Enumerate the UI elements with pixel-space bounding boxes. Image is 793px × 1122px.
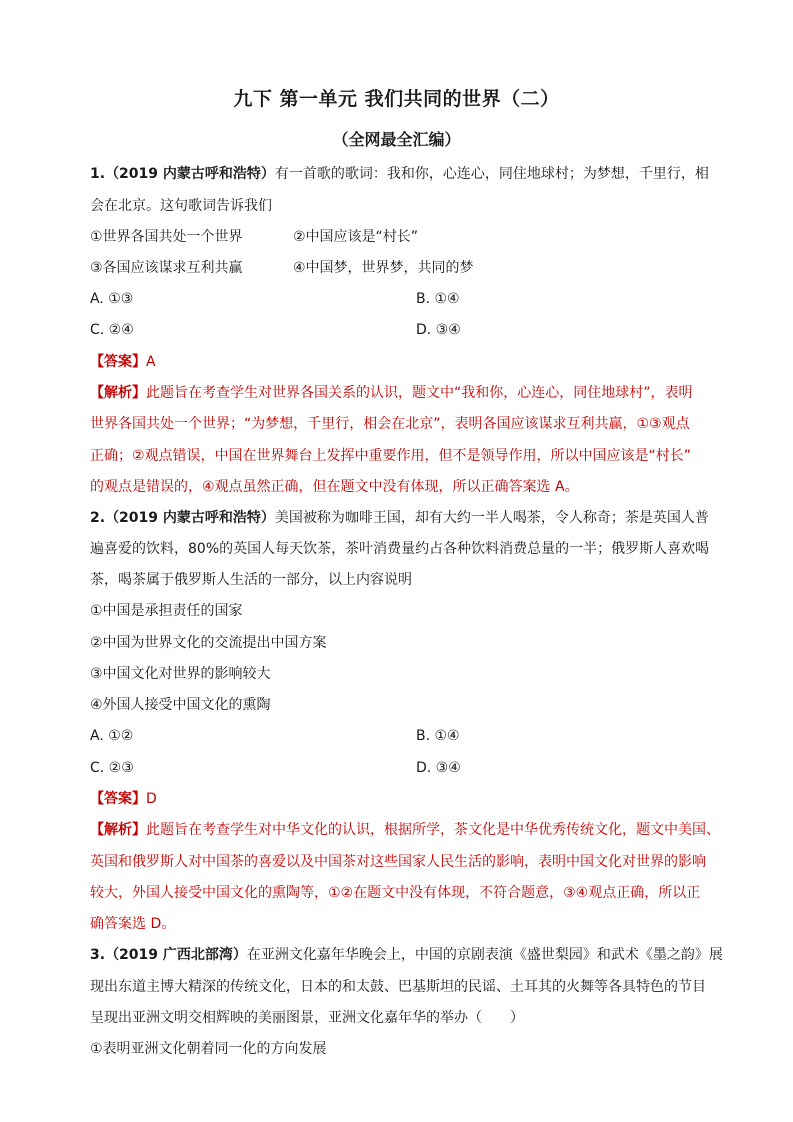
q3-number: 3.	[90, 947, 106, 963]
q1-option-d: D. ③④	[416, 322, 461, 338]
q1-stem-line-1	[90, 164, 709, 184]
q1-stem-text: 有一首歌的歌词：我和你，心连心，同住地球村；为梦想，千里行，相	[274, 166, 709, 182]
q2-answer-label: 【答案】	[90, 791, 146, 807]
q1-option-b: B. ①④	[416, 291, 460, 307]
q1-stem-line-2: 会在北京。这句歌词告诉我们	[90, 198, 272, 214]
q1-statement-4: ④中国梦，世界梦，共同的梦	[293, 260, 474, 276]
q2-option-c: C. ②③	[90, 760, 134, 776]
q2-analysis-line-1	[90, 820, 720, 840]
q1-statement-3: ③各国应该谋求互利共赢	[90, 260, 243, 276]
q2-statement-3: ③中国文化对世界的影响较大	[90, 666, 271, 682]
q1-answer	[90, 352, 705, 372]
q2-answer	[90, 789, 705, 809]
q3-source: （2019 广西北部湾）	[105, 947, 247, 963]
q1-analysis-line-1	[90, 383, 705, 403]
q2-option-b: B. ①④	[416, 728, 460, 744]
page-subtitle: （全网最全汇编）	[332, 130, 461, 149]
page-title: 九下 第一单元 我们共同的世界（二）	[233, 88, 560, 110]
q1-analysis-line-2: 世界各国共处一个世界；“为梦想，千里行，相会在北京”，表明各国应该谋求互利共赢，①③观点	[90, 416, 690, 432]
q2-answer-value: D	[146, 791, 157, 807]
q1-option-c: C. ②④	[90, 322, 134, 338]
q2-stem-line-3: 茶，喝茶属于俄罗斯人生活的一部分，以上内容说明	[90, 572, 412, 588]
q1-analysis-line-3: 正确；②观点错误，中国在世界舞台上发挥中重要作用，但不是领导作用，所以中国应该是“村长”	[90, 448, 692, 464]
q2-analysis-line-2: 英国和俄罗斯人对中国茶的喜爱以及中国茶对这些国家人民生活的影响，表明中国文化对世界的影响	[90, 854, 706, 870]
q3-stem-line-2: 现出东道主博大精深的传统文化，日本的和太鼓、巴基斯坦的民谣、土耳其的火舞等各具特色的节目	[90, 979, 706, 995]
q2-analysis-label: 【解析】	[90, 822, 146, 838]
q2-analysis-text: 此题旨在考查学生对中华文化的认识，根据所学，茶文化是中华优秀传统文化，题文中美国、	[146, 822, 720, 838]
q3-stem-line-3: 呈现出亚洲文明交相辉映的美丽图景，亚洲文化嘉年华的举办（ ）	[90, 1010, 524, 1026]
q2-statement-4: ④外国人接受中国文化的熏陶	[90, 697, 271, 713]
q2-statement-1: ①中国是承担责任的国家	[90, 603, 243, 619]
q2-statement-2: ②中国为世界文化的交流提出中国方案	[90, 635, 327, 651]
q3-stem-text: 在亚洲文化嘉年华晚会上，中国的京剧表演《盛世梨园》和武术《墨之韵》展	[246, 947, 723, 963]
q1-analysis-label: 【解析】	[90, 385, 146, 401]
q3-statement-1: ①表明亚洲文化朝着同一化的方向发展	[90, 1041, 327, 1057]
q1-number: 1.	[90, 166, 106, 182]
q2-option-d: D. ③④	[416, 760, 461, 776]
q1-analysis-text: 此题旨在考查学生对世界各国关系的认识，题文中“我和你，心连心，同住地球村”，表明	[146, 385, 693, 401]
q1-source: （2019 内蒙古呼和浩特）	[105, 166, 275, 182]
q1-statement-2: ②中国应该是“村长”	[293, 229, 419, 245]
q2-stem-text: 美国被称为咖啡王国，却有大约一半人喝茶，令人称奇；茶是英国人普	[274, 510, 709, 526]
q2-option-a: A. ①②	[90, 728, 134, 744]
q1-answer-label: 【答案】	[90, 354, 146, 370]
q2-analysis-line-3: 较大，外国人接受中国文化的熏陶等，①②在题文中没有体现，不符合题意，③④观点正确，所以正	[90, 885, 701, 901]
q2-number: 2.	[90, 510, 106, 526]
q1-analysis-line-4: 的观点是错误的，④观点虽然正确，但在题文中没有体现，所以正确答案选 A。	[90, 479, 579, 495]
q3-stem-line-1	[90, 945, 723, 965]
q1-answer-value: A	[146, 354, 156, 370]
q2-stem-line-1	[90, 508, 709, 528]
q1-option-a: A. ①③	[90, 291, 134, 307]
q1-statement-1: ①世界各国共处一个世界	[90, 229, 243, 245]
q2-stem-line-2: 遍喜爱的饮料，80%的英国人每天饮茶，茶叶消费量约占各种饮料消费总量的一半；俄罗斯人喜欢喝	[90, 541, 710, 557]
q2-analysis-line-4: 确答案选 D。	[90, 916, 176, 932]
q2-source: （2019 内蒙古呼和浩特）	[105, 510, 275, 526]
